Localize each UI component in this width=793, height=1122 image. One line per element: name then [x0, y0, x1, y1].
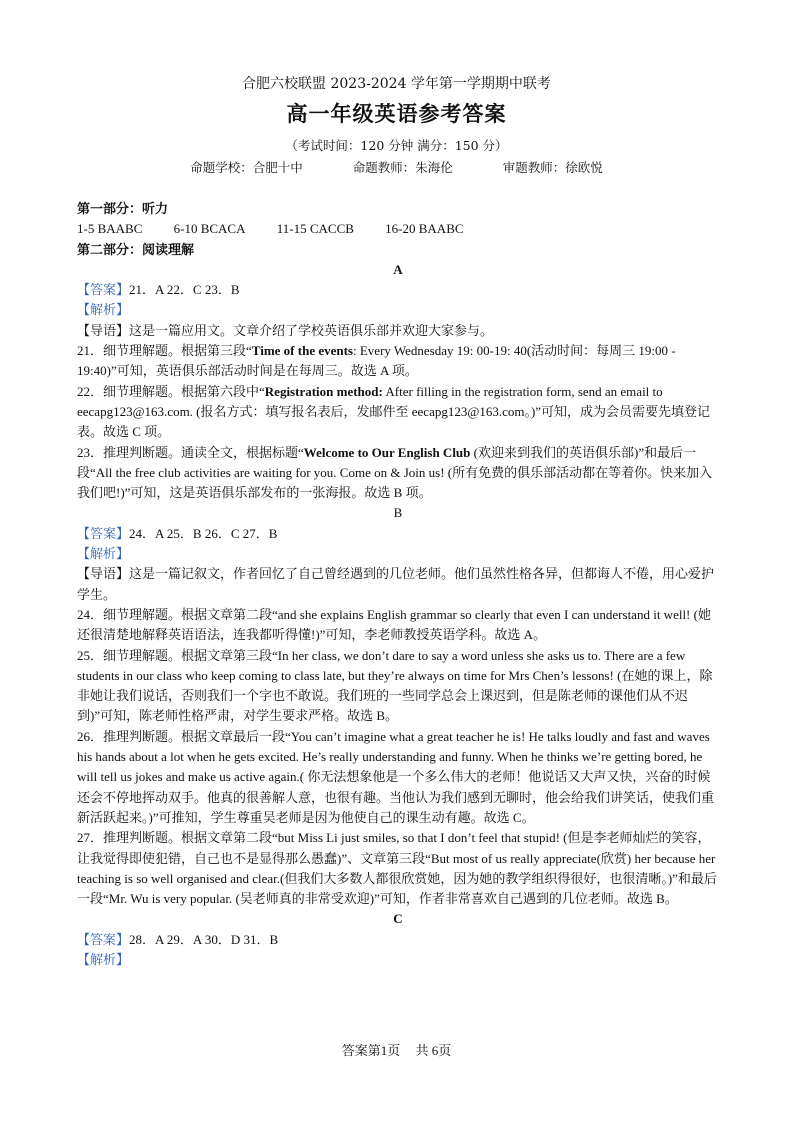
page-footer: [0, 1040, 793, 1059]
q21-explanation: 21．细节理解题。根据第三段“Time of the events: Every Wednesday 19: 00-19: 40(活动时间：每周三 19:00 - 19:40)”可知，英语俱乐部活动时间是在每周三。故选 A 项。: [77, 343, 676, 379]
q26-explanation: 26．推理判断题。根据文章最后一段“You can’t imagine what a great teacher he is! He talks loudly and fast and waves his hands about a lot when he gets excited. He’s really understanding and funny. When he thinks we’re getting bored, he will tell us jokes and make us active again.( 你无法想象他是一个多么伟大的老师！他说话又大声又快，兴奋的时候还会不停地挥动双手。他真的很善解人意，也很有趣。当他认为我们感到无聊时，他会给我们讲笑话，使我们重新活跃起来。)”可推知，学生尊重吴老师是因为他使自己的课生动有趣。故选 C。: [77, 728, 715, 825]
section-a-answers: [77, 280, 719, 300]
page-number: 答案第1页: [341, 1043, 401, 1058]
page-total: 共 6页: [415, 1043, 452, 1058]
answer-list: 21．A 22．C 23．B: [129, 282, 240, 298]
exam-school: 命题学校：合肥十中: [190, 160, 303, 175]
section-c-answers: [77, 930, 719, 950]
exam-reviewer: 审题教师：徐欧悦: [502, 160, 603, 175]
answer-list: 24．A 25．B 26．C 27．B: [129, 525, 278, 541]
section-c-letter: C: [393, 911, 403, 927]
q22-explanation: 22．细节理解题。根据第六段中“Registration method: After filling in the registration form, send an email to eecapg123@163.com. (报名方式：填写报名表后，发邮件至 eecapg123@163.com。)”可知，成为会员需要先填登记表。故选 C 项。: [77, 383, 711, 440]
answer-tag: 【答案】: [77, 525, 130, 541]
listening-answer-group: 16-20 BAABC: [385, 221, 464, 237]
listening-answers: [77, 219, 719, 239]
q25-explanation: 25．细节理解题。根据文章第三段“In her class, we don’t dare to say a word unless she asks us to. There are a few students in our class who keep coming to class late, but they’re always on time for Mrs Chen’s lessons! (在她的课上，除非她让我们说话，否则我们一个字也不敢说。我们班的一些同学总会上课迟到，但是陈老师的课他们从不迟到)”可知，陈老师性格严肃，对学生要求严格。故选 B。: [77, 647, 713, 724]
page-title: 高一年级英语参考答案: [286, 101, 507, 126]
exam-staff: [0, 158, 793, 176]
section-b-letter: B: [393, 505, 403, 521]
exam-info: （考试时间：120 分钟 满分：150 分）: [285, 138, 508, 153]
section-a-guide: 【导语】这是一篇应用文。文章介绍了学校英语俱乐部并欢迎大家参与。: [77, 322, 494, 338]
exam-author: 命题教师：朱海伦: [352, 160, 453, 175]
answer-tag: 【答案】: [77, 931, 130, 947]
q27-explanation: 27．推理判断题。根据文章第二段“but Miss Li just smiles, so that I don’t feel that stupid! (但是李老师灿烂的笑容，让我觉得即使犯错，自己也不是显得那么愚蠢)”、文章第三段“But most of us really appreciate(欣赏) her because her teaching is so well organised and clear.(但我们大多数人都很欣赏她，因为她的教学组织得很好，也很清晰。)”和最后一段“Mr. Wu is very popular. (吴老师真的非常受欢迎)”可知，作者非常喜欢自己遇到的几位老师。故选 B。: [77, 830, 717, 907]
section-a-letter: A: [393, 261, 403, 277]
answer-body: [77, 199, 719, 970]
listening-answer-group: 11-15 CACCB: [276, 221, 354, 237]
listening-answer-group: 1-5 BAABC: [77, 221, 143, 237]
q24-explanation: 24．细节理解题。根据文章第二段“and she explains English grammar so clearly that even I can understand it well! (她还很清楚地解释英语语法，连我都听得懂!)”可知，李老师教授英语学科。故选 A。: [77, 606, 711, 643]
part1-heading: 第一部分：听力: [77, 201, 169, 216]
part2-heading: 第二部分：阅读理解: [77, 241, 195, 257]
section-b-guide: 【导语】这是一篇记叙文，作者回忆了自己曾经遇到的几位老师。他们虽然性格各异，但都诲人不倦，用心爱护学生。: [77, 566, 715, 602]
analysis-tag: 【解析】: [77, 951, 130, 967]
section-b-answers: [77, 524, 719, 544]
answer-list: 28．A 29．A 30．D 31．B: [129, 931, 279, 947]
analysis-tag: 【解析】: [77, 302, 130, 318]
q23-explanation: 23．推理判断题。通读全文，根据标题“Welcome to Our English Club (欢迎来到我们的英语俱乐部)”和最后一段“All the free club activities are waiting for you. Come on & Join us! (所有免费的俱乐部活动都在等着你。快来加入我们吧!)”可知，这是英语俱乐部发布的一张海报。故选 B 项。: [77, 444, 713, 501]
answer-tag: 【答案】: [77, 282, 130, 298]
exam-school-line: 合肥六校联盟 2023-2024 学年第一学期期中联考: [242, 76, 551, 92]
listening-answer-group: 6-10 BCACA: [173, 221, 246, 237]
analysis-tag: 【解析】: [77, 546, 130, 562]
